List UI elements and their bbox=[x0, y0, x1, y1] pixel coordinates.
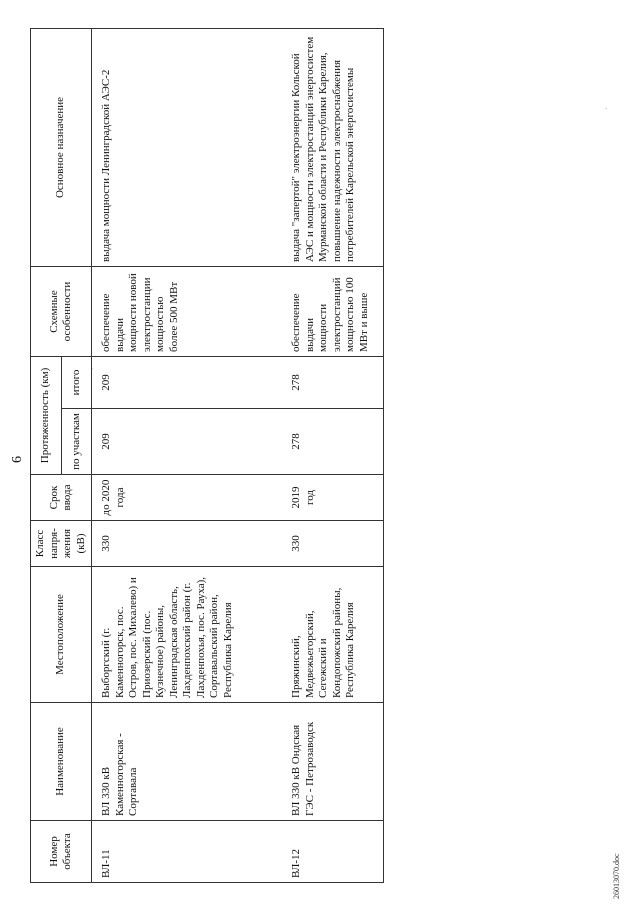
header-scheme-features: Схемные особенности bbox=[31, 267, 92, 357]
cell-voltage-class: 330 bbox=[282, 521, 384, 567]
header-length-sections: по участкам bbox=[61, 409, 92, 475]
header-location: Местоположение bbox=[31, 567, 92, 703]
page-number: 6 bbox=[10, 456, 25, 463]
cell-commission-date: до 2020 года bbox=[92, 475, 283, 521]
header-commission-date: Срок ввода bbox=[31, 475, 92, 521]
cell-object-number: ВЛ-11 bbox=[92, 821, 283, 883]
cell-location: Выборгский (г. Каменногорск, пос. Остров, пос. Михалево) и Приозерский (пос. Кузнечное) районы, Ленинградская область, Лахденпохский район (г. Лахденпохья, пос. Рауха), Сортавальский район, Республика Карелия bbox=[92, 567, 283, 703]
cell-object-number: ВЛ-12 bbox=[282, 821, 384, 883]
header-voltage-class: Класс напря-жения (кВ) bbox=[31, 521, 92, 567]
table-row bbox=[282, 29, 384, 883]
cell-main-purpose: выдача мощности Ленинградской АЭС-2 bbox=[92, 29, 283, 267]
cell-commission-date: 2019 год bbox=[282, 475, 384, 521]
header-main-purpose: Основное назначение bbox=[31, 29, 92, 267]
cell-name: ВЛ 330 кВ Ондская ГЭС - Петрозаводск bbox=[282, 703, 384, 821]
cell-length-total: 278 bbox=[282, 357, 384, 409]
header-length-total: итого bbox=[61, 357, 92, 409]
header-name: Наименование bbox=[31, 703, 92, 821]
cell-length-total: 209 bbox=[92, 357, 283, 409]
cell-scheme-features: обеспечение выдачи мощности новой электростанции мощностью более 500 МВт bbox=[92, 267, 283, 357]
cell-length-sections: 209 bbox=[92, 409, 283, 475]
cell-voltage-class: 330 bbox=[92, 521, 283, 567]
header-object-number: Номер объекта bbox=[31, 821, 92, 883]
footer-file-code: 26013070.doc bbox=[612, 853, 621, 899]
power-lines-table bbox=[30, 28, 384, 883]
cell-main-purpose: выдача "запертой" электроэнергии Кольской АЭС и мощности электростанций энергосистем Мурманской области и Республики Карелия, повышение надежности электроснабжения потребителей Карельской энергосистемы bbox=[282, 29, 384, 267]
cell-scheme-features: обеспечение выдачи мощности электростанций мощностью 100 МВт и выше bbox=[282, 267, 384, 357]
cell-name: ВЛ 330 кВ Каменногорская - Сортавала bbox=[92, 703, 283, 821]
table-row bbox=[92, 29, 283, 883]
cell-location: Пряжинский, Медвежьегорский, Сегежский и Кондопожский районы, Республика Карелия bbox=[282, 567, 384, 703]
scan-dot: · bbox=[602, 107, 611, 110]
header-length-group: Протяженность (км) bbox=[31, 357, 62, 475]
cell-length-sections: 278 bbox=[282, 409, 384, 475]
scan-dot: · bbox=[88, 367, 97, 370]
